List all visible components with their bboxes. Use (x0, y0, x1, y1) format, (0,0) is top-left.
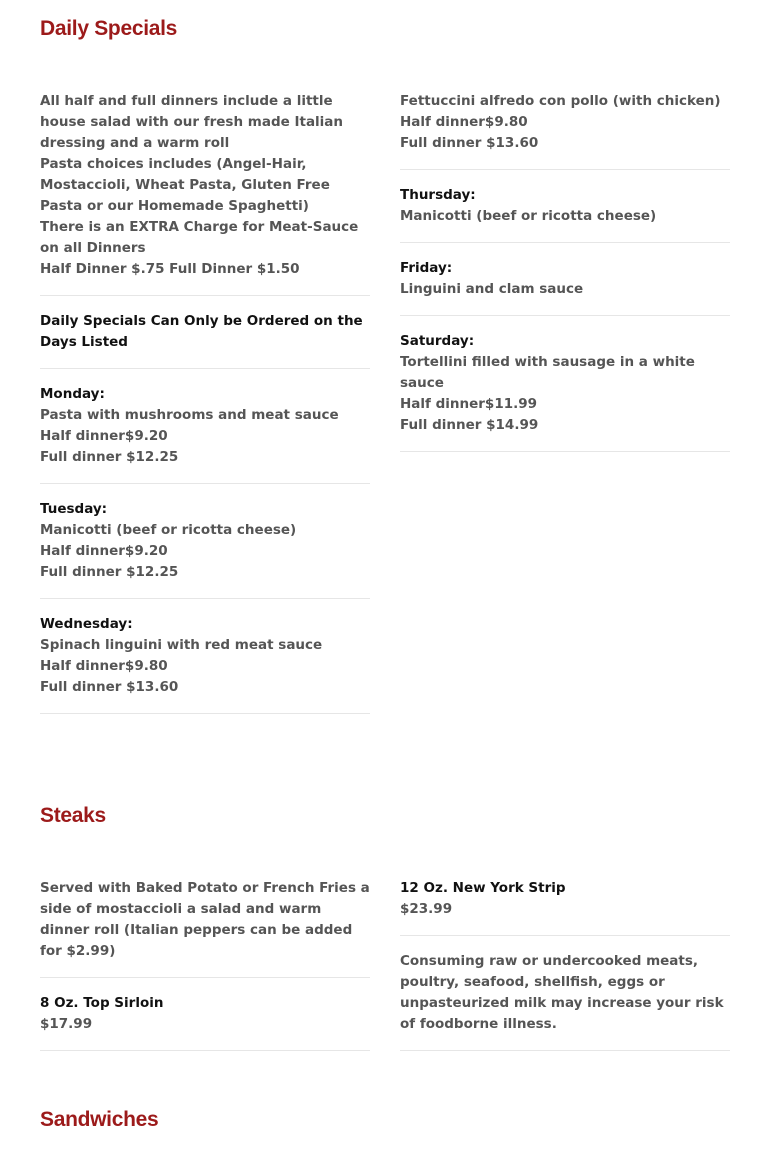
menu-item (40, 91, 370, 296)
steaks-right-column (400, 878, 730, 1066)
day-heading: Monday: (40, 386, 105, 402)
menu-item-friday (400, 258, 730, 316)
day-heading: Thursday: (400, 187, 476, 203)
day-heading: Saturday: (400, 333, 475, 349)
day-heading: Wednesday: (40, 616, 133, 632)
item-line: Full dinner $12.25 (40, 449, 179, 465)
item-line: Half Dinner $.75 Full Dinner $1.50 (40, 261, 300, 277)
steak-sides-description (40, 878, 370, 978)
daily-specials-left-column (40, 91, 370, 729)
item-line: Fettuccini alfredo con pollo (with chicken) (400, 93, 721, 109)
item-line: Half dinner$9.20 (40, 543, 168, 559)
item-line: Spinach linguini with red meat sauce (40, 637, 323, 653)
steaks-title: Steaks (40, 804, 106, 827)
menu-item-new-york-strip (400, 878, 730, 936)
item-line: Full dinner $13.60 (400, 135, 539, 151)
item-price: $23.99 (400, 901, 453, 917)
sandwiches-title: Sandwiches (40, 1108, 159, 1131)
item-name: 12 Oz. New York Strip (400, 880, 566, 896)
menu-item-monday (40, 384, 370, 484)
order-days-notice (40, 311, 370, 369)
item-line: Full dinner $12.25 (40, 564, 179, 580)
item-line: Served with Baked Potato or French Fries a side of mostaccioli a salad and warm dinner roll (Italian peppers can be added for $2.99) (40, 880, 370, 959)
item-line: Half dinner$9.80 (40, 658, 168, 674)
daily-specials-title: Daily Specials (40, 17, 178, 40)
item-line: Half dinner$9.80 (400, 114, 528, 130)
menu-item-wednesday (40, 614, 370, 714)
item-line: Half dinner$9.20 (40, 428, 168, 444)
item-price: $17.99 (40, 1016, 93, 1032)
day-heading: Friday: (400, 260, 453, 276)
steaks-left-column (40, 878, 370, 1066)
item-line: Pasta with mushrooms and meat sauce (40, 407, 339, 423)
item-line: Manicotti (beef or ricotta cheese) (40, 522, 297, 538)
item-line: There is an EXTRA Charge for Meat-Sauce on all Dinners (40, 219, 359, 256)
item-line: Manicotti (beef or ricotta cheese) (400, 208, 657, 224)
warning-text: Consuming raw or undercooked meats, poultry, seafood, shellfish, eggs or unpasteurized milk may increase your risk of foodborne illness. (400, 953, 724, 1032)
food-safety-warning (400, 951, 730, 1051)
daily-specials-right-column (400, 91, 730, 467)
menu-item (400, 91, 730, 170)
menu-item-saturday (400, 331, 730, 452)
menu-item-tuesday (40, 499, 370, 599)
item-line: All half and full dinners include a little house salad with our fresh made Italian dressing and a warm roll (40, 93, 344, 151)
item-line: Half dinner$11.99 (400, 396, 538, 412)
day-heading: Tuesday: (40, 501, 108, 517)
notice-text: Daily Specials Can Only be Ordered on the Days Listed (40, 313, 363, 350)
item-name: 8 Oz. Top Sirloin (40, 995, 164, 1011)
menu-item-top-sirloin (40, 993, 370, 1051)
menu-item-thursday (400, 185, 730, 243)
item-line: Tortellini filled with sausage in a white sauce (400, 354, 695, 391)
item-line: Pasta choices includes (Angel-Hair, Mostaccioli, Wheat Pasta, Gluten Free Pasta or our Homemade Spaghetti) (40, 156, 330, 214)
item-line: Linguini and clam sauce (400, 281, 584, 297)
item-line: Full dinner $13.60 (40, 679, 179, 695)
item-line: Full dinner $14.99 (400, 417, 539, 433)
